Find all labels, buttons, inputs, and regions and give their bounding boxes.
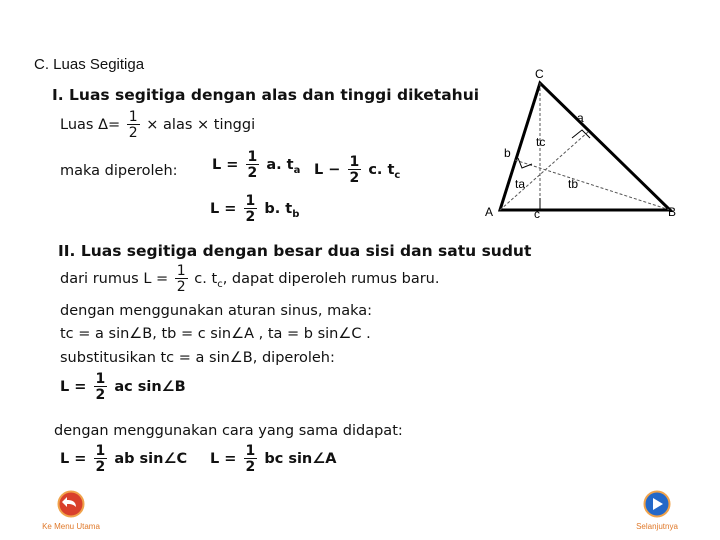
label-tb: tb (568, 177, 579, 191)
next-label: Selanjutnya (636, 522, 678, 531)
play-next-icon (643, 490, 671, 518)
side-c-label: c (534, 207, 540, 221)
side-a-label: a (577, 111, 584, 125)
vertex-C: C (535, 67, 544, 81)
formula-tail: × alas × tinggi (146, 117, 256, 133)
cara-sama-line: dengan menggunakan cara yang sama didapat: (54, 423, 403, 439)
vertex-A: A (485, 205, 494, 219)
formula-L-ata: L = $\frac{1}{2}$ a. $t_a$ (212, 149, 301, 181)
right-angle-c (540, 198, 552, 210)
dari-rumus-line: dari rumus L = $\frac{1}{2}$ c. $t_c$, dapat diperoleh rumus baru. (60, 263, 440, 295)
aturan-sinus-line: dengan menggunakan aturan sinus, maka: (60, 303, 373, 319)
vertex-B: B (668, 205, 677, 219)
formula-L-bc: L = $\frac{1}{2}$ bc sin∠A (210, 443, 337, 475)
next-button[interactable] (622, 490, 692, 531)
label-tc: tc (536, 135, 546, 149)
section-2-heading: II. Luas segitiga dengan besar dua sisi dan satu sudut (58, 242, 532, 260)
triangle-outline (500, 83, 670, 210)
formula-L-btb: L = $\frac{1}{2}$ b. $t_b$ (210, 193, 300, 225)
formula-L-ctc: L − $\frac{1}{2}$ c. $t_c$ (314, 154, 401, 186)
back-arrow-icon (57, 490, 85, 518)
fraction-half: $\frac{1}{2}$ (128, 109, 138, 141)
page-title: C. Luas Segitiga (34, 56, 145, 73)
area-formula (60, 110, 255, 140)
section-1-heading: I. Luas segitiga dengan alas dan tinggi diketahui (52, 86, 480, 104)
formula-L-ab: L = $\frac{1}{2}$ ab sin∠C (60, 443, 188, 475)
sinus-equations: tc = a sin∠B, tb = c sin∠A , ta = b sin∠C . (60, 326, 371, 342)
side-b-label: b (504, 146, 511, 160)
formula-lead: Luas Δ= (60, 117, 121, 133)
maka-diperoleh: maka diperoleh: (60, 163, 178, 179)
altitude-tb (515, 160, 670, 210)
back-to-menu-button[interactable] (36, 490, 106, 531)
formula-L-ac: L = $\frac{1}{2}$ ac sin∠B (60, 371, 186, 403)
triangle-diagram (470, 60, 690, 230)
label-ta: ta (515, 177, 526, 191)
back-label: Ke Menu Utama (42, 522, 100, 531)
substitusi-line: substitusikan tc = a sin∠B, diperoleh: (60, 350, 335, 366)
